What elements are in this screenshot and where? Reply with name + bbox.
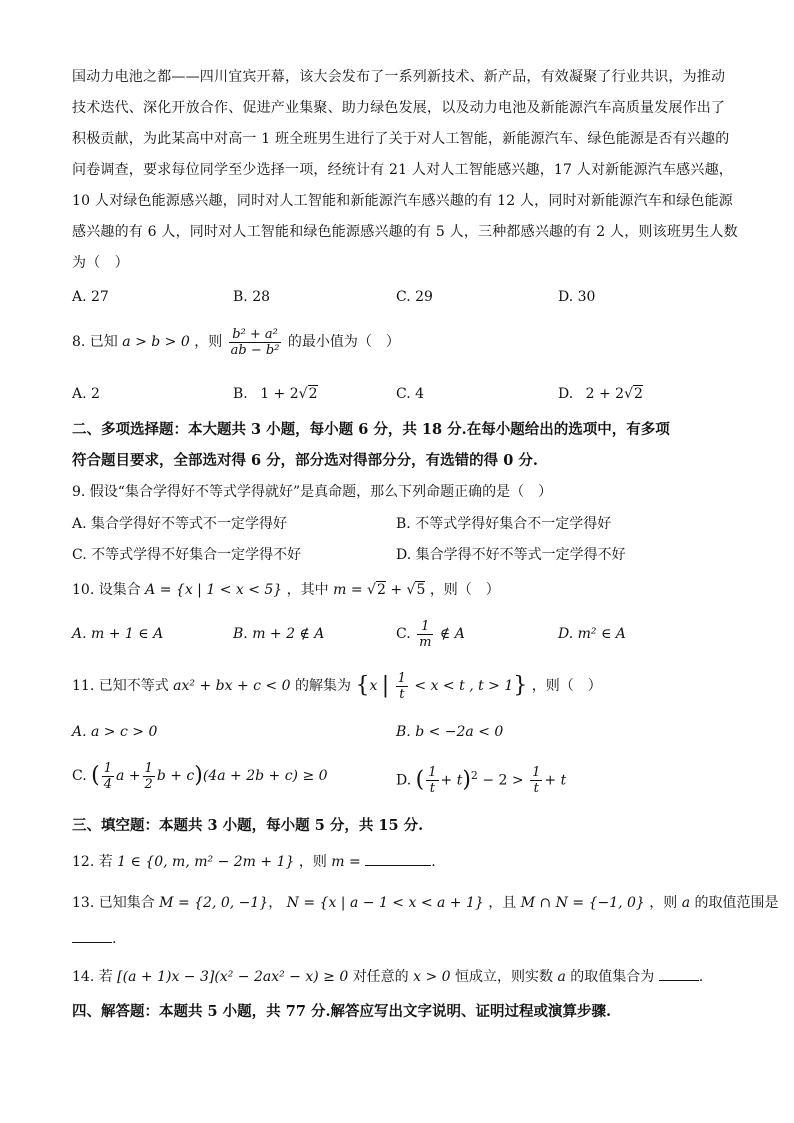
question-8-option-a: A. 2 (72, 386, 100, 402)
question-11-set-fraction (396, 671, 408, 702)
question-10-plus: + (385, 582, 407, 598)
section-2-heading-line-2: 符合题目要求，全部选对得 6 分，部分选对得部分分，有选错的得 0 分. (72, 452, 538, 469)
question-11-set-denominator: t (399, 686, 405, 702)
question-13-tail-2: 的取值范围是 (694, 895, 779, 911)
question-9-option-a: A. 集合学得好不等式不一定学得好 (72, 516, 288, 532)
question-10-option-c (396, 614, 465, 654)
question-8-fraction (229, 327, 282, 358)
question-8-stem (72, 324, 724, 360)
question-11-option-a: A. a > c > 0 (72, 724, 158, 740)
question-11-option-c-den-2: 2 (144, 776, 153, 792)
question-11-option-d-fraction-1 (426, 765, 438, 796)
question-11-option-d-label: D. (396, 772, 412, 789)
question-12-lead: 12. 若 (72, 854, 113, 870)
question-8-option-d-label: D. (558, 386, 574, 402)
question-10-option-d: D. m² ∈ A (558, 626, 626, 642)
question-13-answer-blank[interactable] (72, 928, 112, 943)
question-11-option-c-num-1: 1 (103, 760, 112, 776)
question-8-option-b-value: 1 + 2 (260, 386, 299, 402)
question-10-mid: ，其中 (286, 582, 329, 598)
question-10-option-c-numerator: 1 (417, 619, 433, 635)
question-13-tail: ，则 (649, 895, 678, 911)
question-7-line: 国动力电池之都——四川宜宾开幕，该大会发布了一系列新技术、新产品，有效凝聚了行业共识，为推动 (72, 69, 726, 85)
question-13-variable: a (681, 895, 691, 911)
question-11-option-c-term-2: b + c (156, 768, 195, 784)
question-13-answer-line (72, 928, 724, 949)
question-7-line: 感兴趣的有 6 人，同时对人工智能和绿色能源感兴趣的有 5 人，三种都感兴趣的有 2 人，则该班男生人数 (72, 224, 738, 240)
question-14-mid: 对任意的 (352, 969, 409, 985)
question-11-option-c-den-1: 4 (103, 776, 112, 792)
question-13-end: . (112, 931, 117, 947)
question-12-ask: m = (331, 854, 361, 870)
question-8-mid: ，则 (194, 334, 223, 350)
question-10-radicand-1: 2 (376, 582, 386, 598)
question-11-option-c-rest: (4a + 2b + c) ≥ 0 (202, 768, 328, 784)
question-14-end: . (698, 969, 704, 985)
section-3-heading: 三、填空题：本题共 3 小题，每小题 5 分，共 15 分. (72, 817, 424, 834)
question-9-option-d: D. 集合学得不好不等式一定学得不好 (396, 547, 626, 563)
question-12-end: . (431, 854, 436, 870)
question-12-expression: 1 ∈ {0, m, m² − 2m + 1} (117, 854, 295, 870)
question-11-lead: 11. 已知不等式 (72, 678, 169, 694)
question-10-set: A = {x | 1 < x < 5} (145, 582, 283, 598)
question-13-lead: 13. 已知集合 (72, 895, 155, 911)
question-10-tail: ，则（ ） (429, 582, 500, 598)
question-11-option-c-term-1: a + (116, 768, 141, 784)
question-14-mid-2: 恒成立，则实数 (455, 969, 554, 985)
question-8-tail: 的最小值为（ ） (287, 334, 400, 350)
question-8-option-d-value: 2 + 2 (585, 386, 625, 402)
question-11-option-d-mid: − 2 > (482, 772, 524, 789)
question-11-set-condition: < x < t , t > 1 (414, 678, 514, 694)
question-11-inequality: ax² + bx + c < 0 (173, 678, 291, 694)
question-14-condition: x > 0 (413, 969, 451, 985)
question-11-mid: 的解集为 (294, 678, 351, 694)
question-11-option-d-exponent: 2 (470, 769, 478, 782)
question-11-set-numerator: 1 (397, 670, 406, 686)
question-11-option-c: C. ( $\frac{1}{4}$ a + $\frac{1}{2}$ b + c)(4a + 2b + c) ≥ 0 (72, 760, 328, 792)
question-7-option-b: B. 28 (233, 289, 271, 305)
question-11-option-c-fraction-2 (143, 761, 155, 792)
question-10-option-c-tail: ∉ A (439, 626, 465, 642)
question-11-option-d-num-2: 1 (532, 765, 541, 781)
section-2-heading-line-1: 二、多项选择题：本大题共 3 小题，每小题 6 分，共 18 分.在每小题给出的选项中，有多项 (72, 421, 670, 438)
question-12-stem (72, 851, 724, 872)
question-8-option-b-radicand: 2 (308, 386, 318, 402)
question-11-option-d: D. ( $\frac{1}{t}$ + t)$^2$ − 2 > $\frac{1}{t}$ + t (396, 765, 567, 797)
question-7-line: 问卷调查，要求每位同学至少选择一项，经统计有 21 人对人工智能感兴趣，17 人对新能源汽车感兴趣， (72, 162, 733, 178)
question-8-option-b: B. 1 + 2√2 (233, 386, 318, 402)
question-7-option-d: D. 30 (558, 289, 596, 305)
question-10-radicand-2: 5 (416, 582, 426, 598)
question-10-m: m = (333, 582, 368, 598)
question-14-answer-blank[interactable] (659, 966, 699, 981)
question-8-condition: a > b > 0 (122, 334, 190, 350)
question-8-option-b-label: B. (233, 386, 248, 402)
question-13-set-n: N = {x | a − 1 < x < a + 1} (286, 895, 484, 911)
question-11-option-d-fraction-2 (530, 765, 542, 796)
question-8-option-d: D. 2 + 2√2 (558, 386, 643, 402)
question-7-line: 技术迭代、深化开放合作、促进产业集聚、助力绿色发展，以及动力电池及新能源汽车高质量发展作出了 (72, 100, 726, 116)
question-8-numerator: b² + a² (229, 327, 282, 343)
question-14-expression: [(a + 1)x − 3](x² − 2ax² − x) ≥ 0 (117, 969, 349, 985)
question-11-option-d-den-2: t (533, 781, 539, 797)
question-10-option-c-denominator: m (419, 634, 432, 650)
question-11-option-b: B. b < −2a < 0 (396, 724, 504, 740)
question-7-option-c: C. 29 (396, 289, 433, 305)
question-14-tail: 的取值集合为 (570, 969, 655, 985)
question-7-stem (72, 62, 738, 279)
question-8-option-d-radicand: 2 (634, 386, 643, 402)
question-10-stem: 10. 设集合 A = {x | 1 < x < 5} ，其中 m = √2 + √5 ，则（ ） (72, 582, 500, 598)
question-11-option-d-den-1: t (429, 781, 435, 797)
question-11-option-d-term-1: + t (440, 772, 463, 789)
question-11-option-d-tail: + t (544, 772, 567, 789)
question-11-option-c-label: C. (72, 768, 87, 784)
question-7-option-a: A. 27 (72, 289, 109, 305)
question-9-option-c: C. 不等式学得不好集合一定学得不好 (72, 547, 302, 563)
question-13-set-m: M = {2, 0, −1} (159, 895, 269, 911)
question-8-option-c: C. 4 (396, 386, 425, 402)
question-11-set-variable: x (369, 678, 378, 694)
question-14-variable: a (557, 969, 566, 985)
question-10-option-c-label: C. (396, 626, 411, 642)
question-11-stem: 11. 已知不等式 ax² + bx + c < 0 的解集为 {x | $\frac{1}{t}$ < x < t , t > 1} ，则（ ） (72, 670, 602, 702)
question-9-stem: 9. 假设“集合学得好不等式学得就好”是真命题，那么下列命题正确的是（ ） (72, 484, 553, 500)
question-13-separator: ， (268, 895, 283, 911)
question-7-line: 积极贡献，为此某高中对高一 1 班全班男生进行了关于对人工智能，新能源汽车、绿色能源是否有兴趣的 (72, 131, 730, 147)
question-7-line: 为（ ） (72, 255, 129, 271)
question-8-denominator: ab − b² (230, 342, 280, 358)
question-13-intersection: M ∩ N = {−1, 0} (520, 895, 645, 911)
question-8-lead: 8. 已知 (72, 334, 118, 350)
question-10-option-a: A. m + 1 ∈ A (72, 626, 164, 642)
question-10-option-c-fraction (417, 619, 433, 650)
question-10-lead: 10. 设集合 (72, 582, 141, 598)
question-11-tail: ，则（ ） (531, 678, 602, 694)
question-14-stem (72, 966, 724, 987)
question-10-option-b: B. m + 2 ∉ A (233, 626, 325, 642)
question-11-option-c-fraction-1 (102, 761, 114, 792)
question-14-lead: 14. 若 (72, 969, 113, 985)
question-12-answer-blank[interactable] (365, 851, 431, 866)
question-13-stem (72, 893, 779, 913)
section-4-heading: 四、解答题：本题共 5 小题，共 77 分.解答应写出文字说明、证明过程或演算步骤. (72, 1003, 612, 1020)
question-9-option-b: B. 不等式学得好集合不一定学得好 (396, 516, 612, 532)
question-13-mid: ，且 (488, 895, 517, 911)
question-11-option-c-num-2: 1 (144, 760, 153, 776)
question-12-mid: ，则 (298, 854, 327, 870)
question-7-line: 10 人对绿色能源感兴趣，同时对人工智能和新能源汽车感兴趣的有 12 人，同时对新能源汽车和绿色能源 (72, 193, 733, 209)
question-11-option-d-num-1: 1 (428, 765, 437, 781)
